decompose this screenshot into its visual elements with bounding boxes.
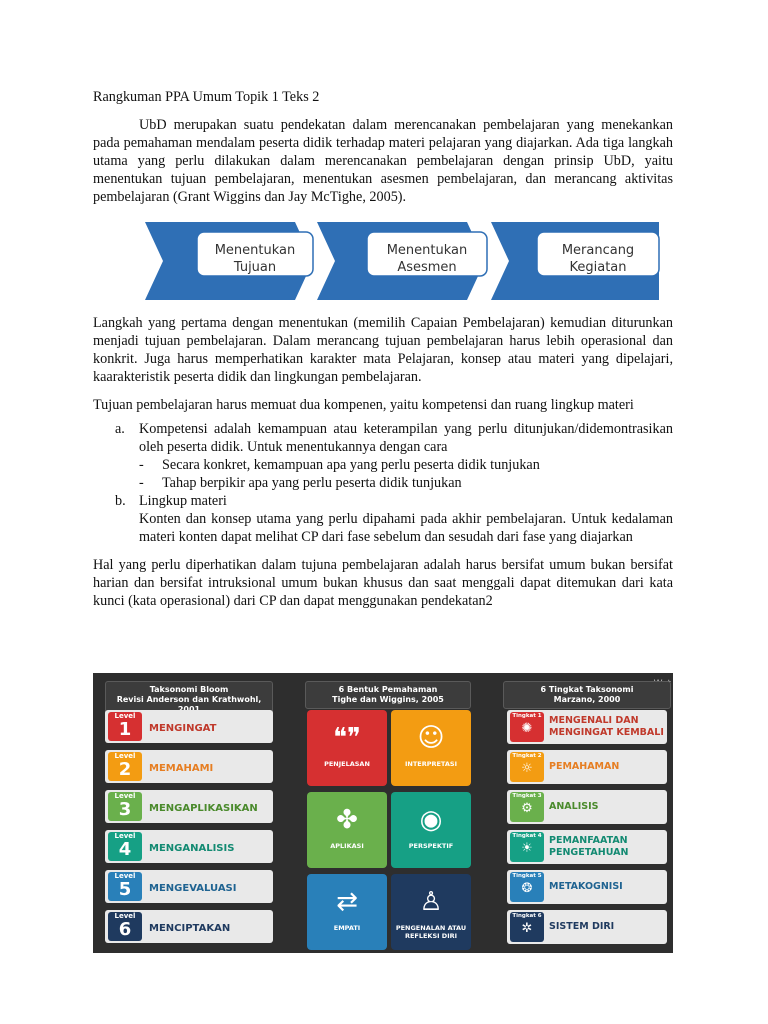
wiggins-tile-label: PENGENALAN ATAU REFLEKSI DIRI xyxy=(395,924,467,940)
bloom-level-row xyxy=(105,750,273,783)
bloom-heading-title: Taksonomi Bloom xyxy=(149,685,229,694)
tingkat-tag: Tingkat 4 xyxy=(512,833,542,839)
wiggins-tile-label: PERSPEKTIF xyxy=(408,842,454,850)
heads-icon: ⇄ xyxy=(336,887,358,917)
marzano-level-row xyxy=(507,710,667,744)
marzano-level-badge xyxy=(510,872,544,902)
tingkat-icon: ✺ xyxy=(521,721,533,736)
tingkat-tag: Tingkat 6 xyxy=(512,913,542,919)
level-word: Level xyxy=(114,752,136,760)
marzano-level-badge xyxy=(510,712,544,742)
marzano-level-label: MENGENALI DAN MENGINGAT KEMBALI xyxy=(549,715,664,738)
wiggins-tile xyxy=(307,710,387,786)
bloom-level-label: MENGINGAT xyxy=(149,723,217,734)
marzano-level-label: PEMAHAMAN xyxy=(549,761,620,772)
bloom-level-label: MENCIPTAKAN xyxy=(149,923,231,934)
sub-list xyxy=(139,456,673,492)
tingkat-icon: ☼ xyxy=(521,761,533,776)
wiggins-tile xyxy=(391,792,471,868)
list-item-text: Lingkup materi xyxy=(139,493,227,509)
level-word: Level xyxy=(114,912,136,920)
wiggins-heading-subtitle: Tighe dan Wiggins, 2005 xyxy=(332,695,444,704)
tingkat-icon: ☀ xyxy=(521,841,533,856)
level-word: Level xyxy=(114,872,136,880)
wiggins-tile xyxy=(307,792,387,868)
bloom-level-label: MEMAHAMI xyxy=(149,763,214,774)
level-word: Level xyxy=(114,832,136,840)
bloom-heading-subtitle: Revisi Anderson dan Krathwohl, xyxy=(116,695,262,704)
tingkat-tag: Tingkat 5 xyxy=(512,873,542,879)
wiggins-tile xyxy=(307,874,387,950)
paragraph-ubd: UbD merupakan suatu pendekatan dalam merencanakan pembelajaran yang menekankan pada pemahaman mendalam peserta didik terhadap materi pelajaran yang diajarkan. Ada tiga langkah utama yang perlu dilakukan dalam merencanakan pembelajaran dengan prinsip UbD, yaitu menentukan tujuan pembelajaran, menentukan asesmen pembelajaran, dan merancang aktivitas pembelajaran (Grant Wiggins dan Jay McTighe, 2005). xyxy=(93,117,673,205)
theater-masks-icon: ☺ xyxy=(417,723,445,753)
list-item-detail: Konten dan konsep utama yang perlu dipahami pada akhir pembelajaran. Untuk kedalaman materi konten dapat melihat CP dari fase sebelum dan sesudah dari fase yang diajarkan xyxy=(139,511,673,545)
marzano-level-row xyxy=(507,910,667,944)
bloom-level-badge xyxy=(108,712,142,741)
level-word: Level xyxy=(114,792,136,800)
marzano-heading-title: 6 Tingkat Taksonomi xyxy=(540,685,634,694)
ubd-steps-diagram xyxy=(145,220,663,302)
list-item xyxy=(115,492,673,546)
list-marker: a. xyxy=(115,421,125,437)
wiggins-column xyxy=(305,681,471,709)
wiggins-tile-label: APLIKASI xyxy=(330,842,364,850)
marzano-level-label: METAKOGNISI xyxy=(549,881,623,892)
document-page xyxy=(93,88,673,610)
wiggins-tile xyxy=(391,874,471,950)
marzano-level-row xyxy=(507,750,667,784)
marzano-level-badge xyxy=(510,792,544,822)
taxonomy-infographic xyxy=(93,673,673,953)
list-marker: b. xyxy=(115,493,126,509)
bloom-level-badge xyxy=(108,832,142,861)
paragraph-langkah-pertama: Langkah yang pertama dengan menentukan (memilih Capaian Pembelajaran) kemudian diturunkan menjadi tujuan pembelajaran. Dalam merancang tujuan pembelajaran harus lebih operasional dan konkrit. Juga harus memperhatikan karakter mata Pelajaran, konsep atau materi yang dipelajari, kaarakteristik peserta didik dan lingkungan pembelajaran. xyxy=(93,315,673,385)
bloom-level-badge xyxy=(108,912,142,941)
bloom-level-row xyxy=(105,870,273,903)
wiggins-tile-label: EMPATI xyxy=(333,924,361,932)
paragraph-perhatian: Hal yang perlu diperhatikan dalam tujuna pembelajaran adalah harus bersifat umum bukan bersifat harian dan bersifat intruksional umum bukan khusus dan saat menggali dapat ditemukan dari kata kunci (kata operasional) dari CP dan dapat menggunakan pendekatan2 xyxy=(93,557,673,609)
tingkat-icon: ⚙ xyxy=(521,801,533,816)
bloom-level-row xyxy=(105,830,273,863)
tingkat-tag: Tingkat 2 xyxy=(512,753,542,759)
sub-list-text: Secara konkret, kemampuan apa yang perlu peserta didik tunjukan xyxy=(162,457,540,473)
bloom-level-row xyxy=(105,710,273,743)
level-word: Level xyxy=(114,712,136,720)
puzzle-icon: ✤ xyxy=(336,805,358,835)
step-2-label: Menentukan Asesmen xyxy=(386,243,468,275)
list-item-text: Kompetensi adalah kemampuan atau keterampilan yang perlu ditunjukan/didemontrasikan oleh peserta didik. Untuk menentukannya dengan cara xyxy=(139,421,673,455)
sub-marker: - xyxy=(139,457,144,473)
list-item xyxy=(115,420,673,492)
sub-list-item xyxy=(139,474,673,492)
marzano-level-badge xyxy=(510,912,544,942)
document-title: Rangkuman PPA Umum Topik 1 Teks 2 xyxy=(93,89,320,105)
marzano-level-row xyxy=(507,790,667,824)
marzano-heading xyxy=(503,681,671,709)
bloom-level-label: MENGEVALUASI xyxy=(149,883,237,894)
marzano-level-row xyxy=(507,830,667,864)
wiggins-tile-label: INTERPRETASI xyxy=(404,760,457,768)
level-number: 2 xyxy=(118,759,132,780)
wiggins-tile xyxy=(391,710,471,786)
marzano-column xyxy=(503,681,671,709)
wiggins-heading xyxy=(305,681,471,709)
wiggins-tile-label: PENJELASAN xyxy=(324,760,370,768)
step-3-label: Merancang Kegiatan xyxy=(561,243,635,275)
marzano-level-label: ANALISIS xyxy=(549,801,599,812)
tingkat-icon: ✲ xyxy=(521,921,533,936)
bloom-level-badge xyxy=(108,792,142,821)
bloom-level-label: MENGAPLIKASIKAN xyxy=(149,803,258,814)
tingkat-icon: ❂ xyxy=(521,881,533,896)
level-number: 4 xyxy=(118,839,132,860)
marzano-level-badge xyxy=(510,752,544,782)
speech-bubbles-icon: ❝❞ xyxy=(333,723,361,753)
paragraph-tujuan: Tujuan pembelajaran harus memuat dua kompenen, yaitu kompetensi dan ruang lingkup materi xyxy=(93,397,634,413)
bloom-level-row xyxy=(105,790,273,823)
bloom-level-badge xyxy=(108,752,142,781)
sub-list-item xyxy=(139,456,673,474)
bloom-level-row xyxy=(105,910,273,943)
sub-marker: - xyxy=(139,475,144,491)
marzano-level-label: SISTEM DIRI xyxy=(549,921,615,932)
level-number: 5 xyxy=(118,879,132,900)
marzano-level-badge xyxy=(510,832,544,862)
bloom-level-badge xyxy=(108,872,142,901)
marzano-level-row xyxy=(507,870,667,904)
marzano-heading-subtitle: Marzano, 2000 xyxy=(553,695,621,704)
sub-list-text: Tahap berpikir apa yang perlu peserta didik tunjukan xyxy=(162,475,462,491)
step-1-label: Menentukan Tujuan xyxy=(214,243,296,275)
bloom-level-label: MENGANALISIS xyxy=(149,843,235,854)
level-number: 1 xyxy=(118,719,132,740)
marzano-level-label: PEMANFAATAN PENGETAHUAN xyxy=(549,835,629,858)
eye-icon: ◉ xyxy=(419,805,443,835)
tingkat-tag: Tingkat 1 xyxy=(512,713,542,719)
component-list xyxy=(93,420,673,546)
level-number: 6 xyxy=(118,919,132,940)
wiggins-heading-title: 6 Bentuk Pemahaman xyxy=(338,685,438,694)
level-number: 3 xyxy=(118,799,132,820)
tingkat-tag: Tingkat 3 xyxy=(512,793,542,799)
mirror-icon: ♙ xyxy=(419,887,443,917)
